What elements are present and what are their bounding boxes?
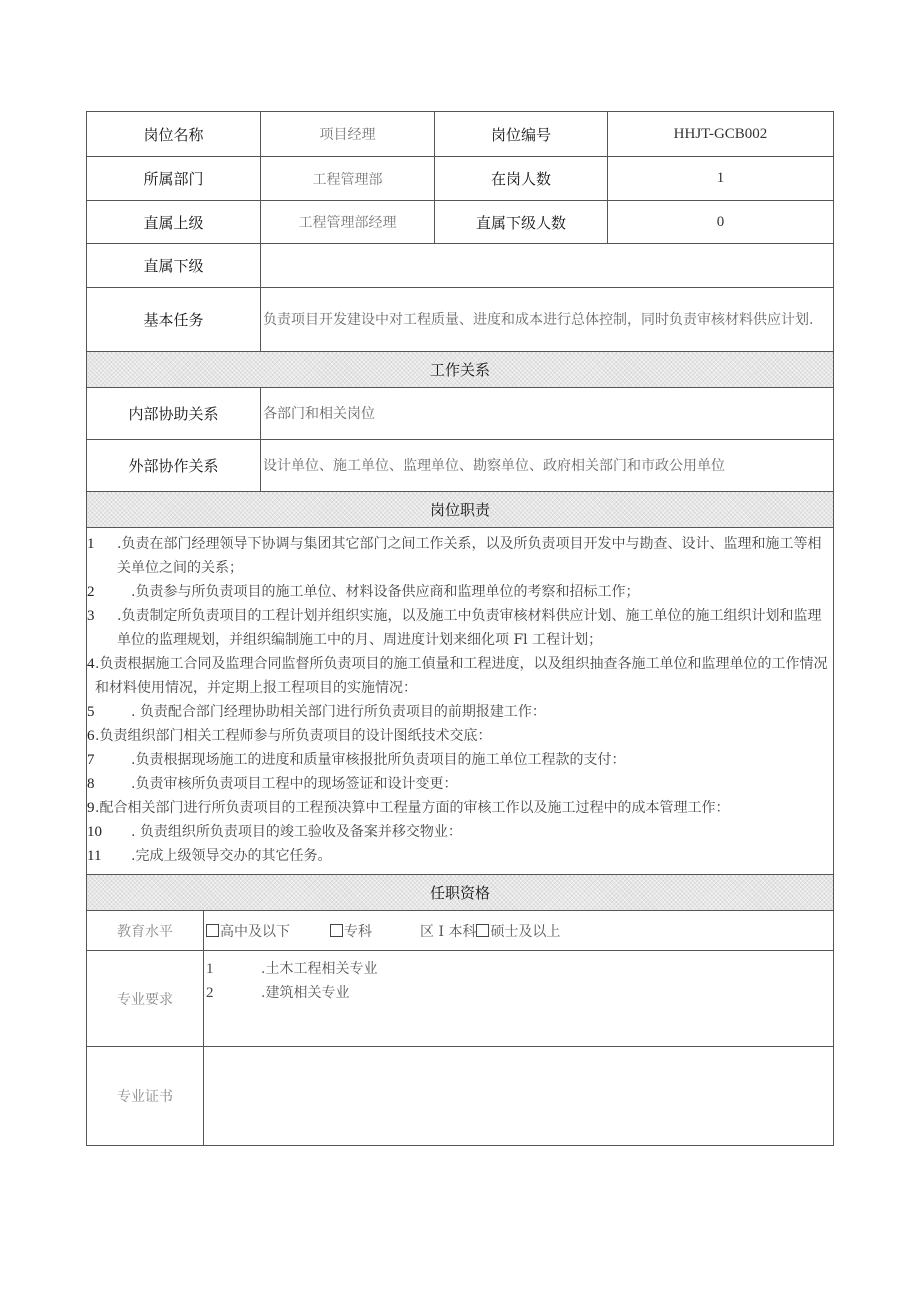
department-value: 工程管理部 [261,157,435,201]
direct-superior-value: 工程管理部经理 [261,201,435,244]
duty-number: 11 [87,848,102,864]
duty-text: .负责审核所负责项目工程中的现场签证和设计变更： [131,776,458,792]
certificate-value [204,1047,834,1146]
education-option-bachelor[interactable]: 区 I 本科 [420,921,476,941]
major-item [204,957,833,981]
certificate-label: 专业证书 [87,1047,204,1146]
duty-item [87,652,833,700]
duty-item [87,580,833,604]
subordinate-count-value: 0 [608,201,834,244]
duty-item [87,724,833,748]
duty-number: 10 [87,824,102,840]
education-label: 教育水平 [87,911,204,951]
duty-number: 1 [87,536,95,552]
internal-relations-value: 各部门和相关岗位 [261,388,834,440]
direct-subordinate-label: 直属下级 [87,244,261,288]
duty-number: 8 [87,776,95,792]
basic-task-value: 负责项目开发建设中对工程质量、进度和成本进行总体控制，同时负责审核材料供应计划. [261,288,834,352]
duty-item [87,604,833,652]
position-name-value: 项目经理 [261,112,435,157]
qualifications-table [86,910,834,1146]
duty-item [87,796,833,820]
duty-number: 7 [87,752,95,768]
duty-text: .完成上级领导交办的其它任务。 [131,848,332,864]
duty-text: . 负责配合部门经理协助相关部门进行所负责项目的前期报建工作： [131,704,546,720]
major-number: 1 [206,961,214,977]
direct-superior-label: 直属上级 [87,201,261,244]
major-label: 专业要求 [87,951,204,1047]
duty-text: .负责制定所负责项目的工程计划并组织实施，以及施工中负责审核材料供应计划、施工单位的施工组织计划和监理单位的监理规划，并组织编制施工中的月、周进度计划来细化项 Fl 工程计划； [117,608,822,648]
major-item [204,981,833,1005]
position-code-value: HHJT-GCB002 [608,112,834,157]
duties-header: 岗位职责 [87,492,834,528]
basic-info-table [86,111,834,911]
duty-number: 3 [87,608,95,624]
duty-text: . 负责组织所负责项目的竣工验收及备案并移交物业： [131,824,462,840]
checkbox-unchecked-icon [206,924,219,937]
position-code-label: 岗位编号 [435,112,608,157]
duty-text: .负责在部门经理领导下协调与集团其它部门之间工作关系，以及所负责项目开发中与勘查、设计、监理和施工等相关单位之间的关系； [117,536,822,576]
major-list [204,951,834,1047]
duty-text: .负责根据现场施工的进度和质量审核报批所负责项目的施工单位工程款的支付： [131,752,626,768]
duty-item [87,532,833,580]
work-relations-header: 工作关系 [87,352,834,388]
direct-subordinate-value [261,244,834,288]
checkbox-checked-icon: 区 I [420,923,449,940]
job-description-form [86,111,833,1146]
major-number: 2 [206,985,214,1001]
external-relations-value: 设计单位、施工单位、监理单位、勘察单位、政府相关部门和市政公用单位 [261,440,834,492]
duty-item [87,844,833,868]
duty-item [87,772,833,796]
duty-number: 4 [87,656,95,672]
position-name-label: 岗位名称 [87,112,261,157]
duty-text: .负责组织部门相关工程师参与所负责项目的设计图纸技术交底： [95,728,492,744]
internal-relations-label: 内部协助关系 [87,388,261,440]
duty-item [87,700,833,724]
duty-text: .负责参与所负责项目的施工单位、材料设备供应商和监理单位的考察和招标工作； [131,584,640,600]
duty-item [87,748,833,772]
duty-number: 6 [87,728,95,744]
duty-number: 9 [87,800,95,816]
duty-number: 2 [87,584,95,600]
education-option-master[interactable]: 硕士及以上 [476,921,560,941]
subordinate-count-label: 直属下级人数 [435,201,608,244]
checkbox-unchecked-icon [330,924,343,937]
duties-list [87,528,834,875]
education-option-associate[interactable]: 专科 [330,921,372,941]
major-text: .土木工程相关专业 [261,961,378,977]
duty-text: .负责根据施工合同及监理合同监督所负责项目的施工偵量和工程进度，以及组织抽查各施工单位和监理单位的工作情况和材料使用情况，并定期上报工程项目的实施情况： [95,656,828,696]
duty-number: 5 [87,704,95,720]
headcount-value: 1 [608,157,834,201]
duty-text: .配合相关部门进行所负责项目的工程预决算中工程量方面的审核工作以及施工过程中的成本管理工作： [95,800,730,816]
external-relations-label: 外部协作关系 [87,440,261,492]
basic-task-label: 基本任务 [87,288,261,352]
department-label: 所属部门 [87,157,261,201]
headcount-label: 在岗人数 [435,157,608,201]
education-options [204,911,834,951]
major-text: .建筑相关专业 [261,985,350,1001]
education-option-high-school[interactable]: 高中及以下 [206,921,290,941]
checkbox-unchecked-icon [476,924,489,937]
qualifications-header: 任职资格 [87,875,834,911]
duty-item [87,820,833,844]
